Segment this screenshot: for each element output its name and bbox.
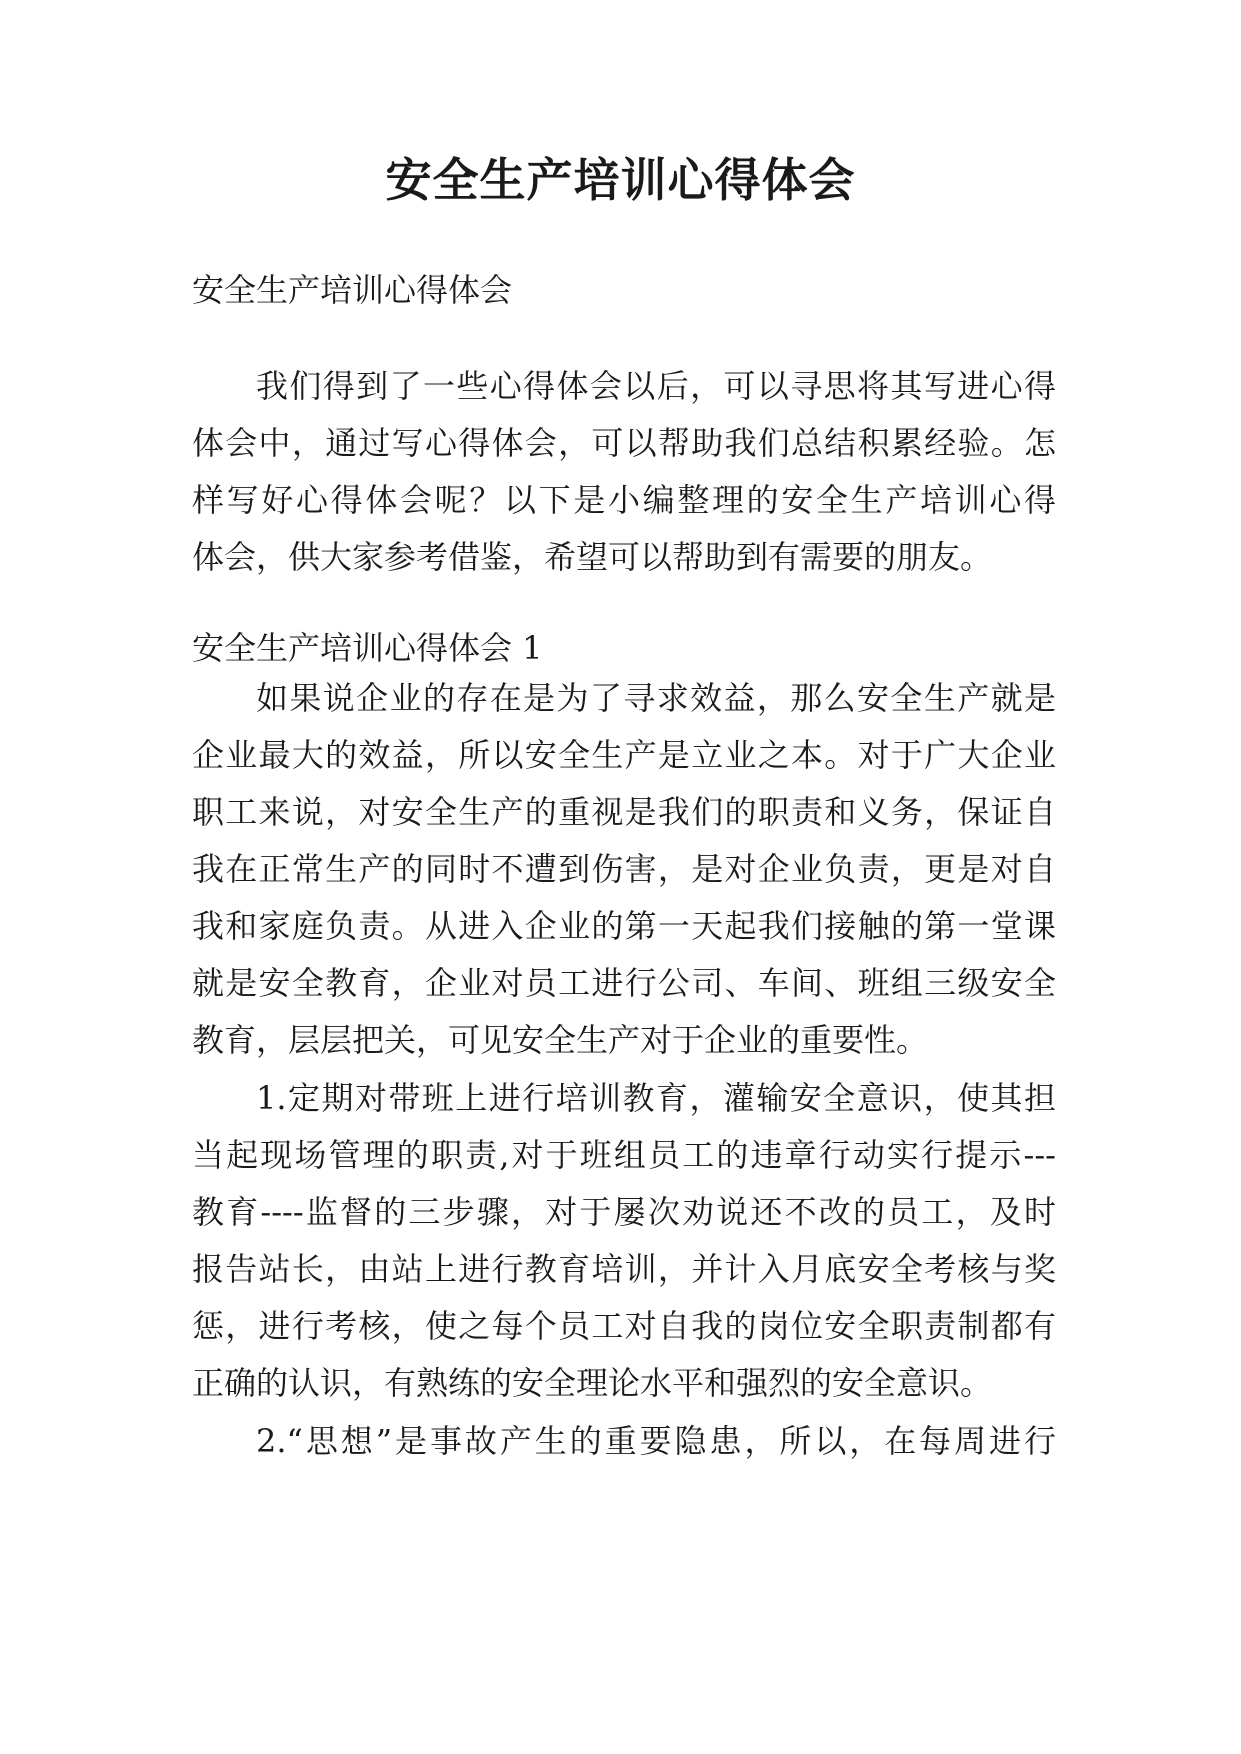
intro-line: 体会，供大家参考借鉴，希望可以帮助到有需要的朋友。 (192, 538, 993, 576)
intro-line: 我们得到了一些心得体会以后，可以寻思将其写进心得 (256, 367, 1056, 405)
paragraph-line: 报告站长，由站上进行教育培训，并计入月底安全考核与奖 (192, 1250, 1056, 1288)
paragraph-line: 企业最大的效益，所以安全生产是立业之本。对于广大企业 (192, 736, 1056, 774)
document-title: 安全生产培训心得体会 (385, 153, 856, 207)
paragraph-line: 我在正常生产的同时不遭到伤害，是对企业负责，更是对自 (192, 850, 1056, 888)
paragraph-line: 教育----监督的三步骤，对于屡次劝说还不改的员工，及时 (192, 1193, 1056, 1231)
intro-paragraph (192, 358, 1056, 586)
paragraph-line: 教育，层层把关，可见安全生产对于企业的重要性。 (192, 1021, 929, 1059)
paragraph-line: 就是安全教育，企业对员工进行公司、车间、班组三级安全 (192, 964, 1056, 1002)
paragraph-line: 惩，进行考核，使之每个员工对自我的岗位安全职责制都有 (192, 1307, 1056, 1345)
paragraph-line: 当起现场管理的职责,对于班组员工的违章行动实行提示--- (192, 1136, 1056, 1174)
paragraph-line: 职工来说，对安全生产的重视是我们的职责和义务，保证自 (192, 793, 1056, 831)
section1-paragraph-1 (192, 670, 1056, 1069)
section1-paragraph-3 (192, 1413, 1056, 1470)
paragraph-line: 正确的认识，有熟练的安全理论水平和强烈的安全意识。 (192, 1364, 993, 1402)
paragraph-line: 1.定期对带班上进行培训教育，灌输安全意识，使其担 (256, 1079, 1056, 1117)
paragraph-line: 2.“思想”是事故产生的重要隐患，所以，在每周进行 (256, 1422, 1056, 1460)
section1-paragraph-2 (192, 1070, 1056, 1412)
intro-line: 体会中，通过写心得体会，可以帮助我们总结积累经验。怎 (192, 424, 1056, 462)
intro-line: 样写好心得体会呢？以下是小编整理的安全生产培训心得 (192, 481, 1056, 519)
document-subtitle: 安全生产培训心得体会 (192, 271, 513, 309)
section1-heading: 安全生产培训心得体会 1 (192, 629, 543, 667)
paragraph-line: 我和家庭负责。从进入企业的第一天起我们接触的第一堂课 (192, 907, 1056, 945)
paragraph-line: 如果说企业的存在是为了寻求效益，那么安全生产就是 (256, 679, 1056, 717)
